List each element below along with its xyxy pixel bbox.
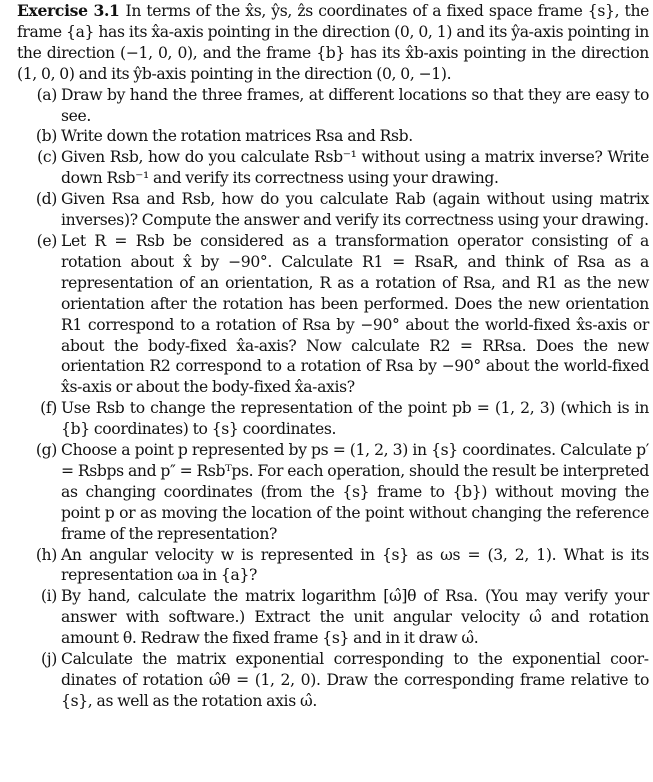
part-label: (e) bbox=[36, 231, 57, 250]
part-text: By hand, calculate the matrix logarithm [ω̂]θ of Rsa. (You may verify your answer with software.) Extract the unit angular velocity ω̂ and rotation amount θ. Redraw the fixed frame {s} and in it draw ω̂. bbox=[61, 587, 649, 648]
part-d bbox=[17, 189, 649, 231]
part-b bbox=[17, 126, 649, 147]
part-text: Write down the rotation matrices Rsa and Rsb. bbox=[61, 127, 413, 146]
part-label: (j) bbox=[41, 650, 57, 669]
part-text: Given Rsa and Rsb, how do you calculate Rab (again without using matrix inverses)? Compute the answer and verify its correctness using your drawing. bbox=[61, 190, 649, 230]
part-text: Choose a point p represented by ps = (1, 2, 3) in {s} coordinates. Calculate p′ = Rsbps and p″ = Rsbᵀps. For each operation, should the result be interpreted as changing coordinates (from the {s} frame to {b}) without moving the point p or as moving the location of the point without changing the reference frame of the representation? bbox=[61, 441, 649, 543]
part-label: (g) bbox=[35, 441, 57, 460]
part-i bbox=[17, 586, 649, 649]
exercise-label: Exercise 3.1 bbox=[17, 1, 120, 20]
part-text: Calculate the matrix exponential corresponding to the exponential coordinates of rotation ω̂θ = (1, 2, 0). Draw the corresponding frame relative to {s}, as well as the rotation axis ω̂. bbox=[61, 650, 649, 710]
part-a bbox=[17, 85, 649, 127]
exercise-intro bbox=[17, 1, 649, 85]
part-text: Let R = Rsb be considered as a transformation operator consisting of a rotation about x̂ by −90°. Calculate R1 = RsaR, and think of Rsa as a representation of an orientation, R as a rotation of Rsa, and R1 as the new orientation after the rotation has been performed. Does the new orientation R1 correspond to a rotation of Rsa by −90° about the world-fixed x̂s-axis or about the body-fixed x̂a-axis? Now calculate R2 = RRsa. Does the new orientation R2 correspond to a rotation of Rsa by −90° about the world-fixed x̂s-axis or about the body-fixed x̂a-axis? bbox=[61, 231, 649, 397]
part-text: Use Rsb to change the representation of the point pb = (1, 2, 3) (which is in {b} coordinates) to {s} coordinates. bbox=[61, 399, 649, 439]
part-label: (f) bbox=[40, 399, 57, 418]
part-label: (d) bbox=[35, 190, 57, 209]
part-f bbox=[17, 398, 649, 440]
part-e bbox=[17, 231, 649, 398]
part-label: (i) bbox=[40, 587, 57, 606]
part-text: Draw by hand the three frames, at different locations so that they are easy to see. bbox=[61, 85, 649, 125]
part-label: (c) bbox=[37, 148, 57, 167]
part-h bbox=[17, 545, 649, 587]
part-label: (h) bbox=[35, 545, 57, 564]
part-label: (a) bbox=[36, 85, 57, 104]
exercise-intro-text: In terms of the x̂s, ŷs, ẑs coordinates of a fixed space frame {s}, the frame {a} has its x̂a-axis pointing in the direction (0, 0, 1) and its ŷa-axis pointing in the direction (−1, 0, 0), and the frame {b} has its x̂b-axis pointing in the direction (1, 0, 0) and its ŷb-axis pointing in the direction (0, 0, −1). bbox=[17, 2, 650, 83]
part-text: An angular velocity w is represented in {s} as ωs = (3, 2, 1). What is its representation ωa in {a}? bbox=[61, 545, 649, 585]
exercise-parts-list bbox=[17, 85, 649, 712]
part-g bbox=[17, 440, 649, 545]
part-text: Given Rsb, how do you calculate Rsb⁻¹ without using a matrix inverse? Write down Rsb⁻¹ and verify its correctness using your drawing. bbox=[61, 148, 649, 188]
part-label: (b) bbox=[35, 127, 57, 146]
part-j bbox=[17, 649, 649, 712]
part-c bbox=[17, 147, 649, 189]
